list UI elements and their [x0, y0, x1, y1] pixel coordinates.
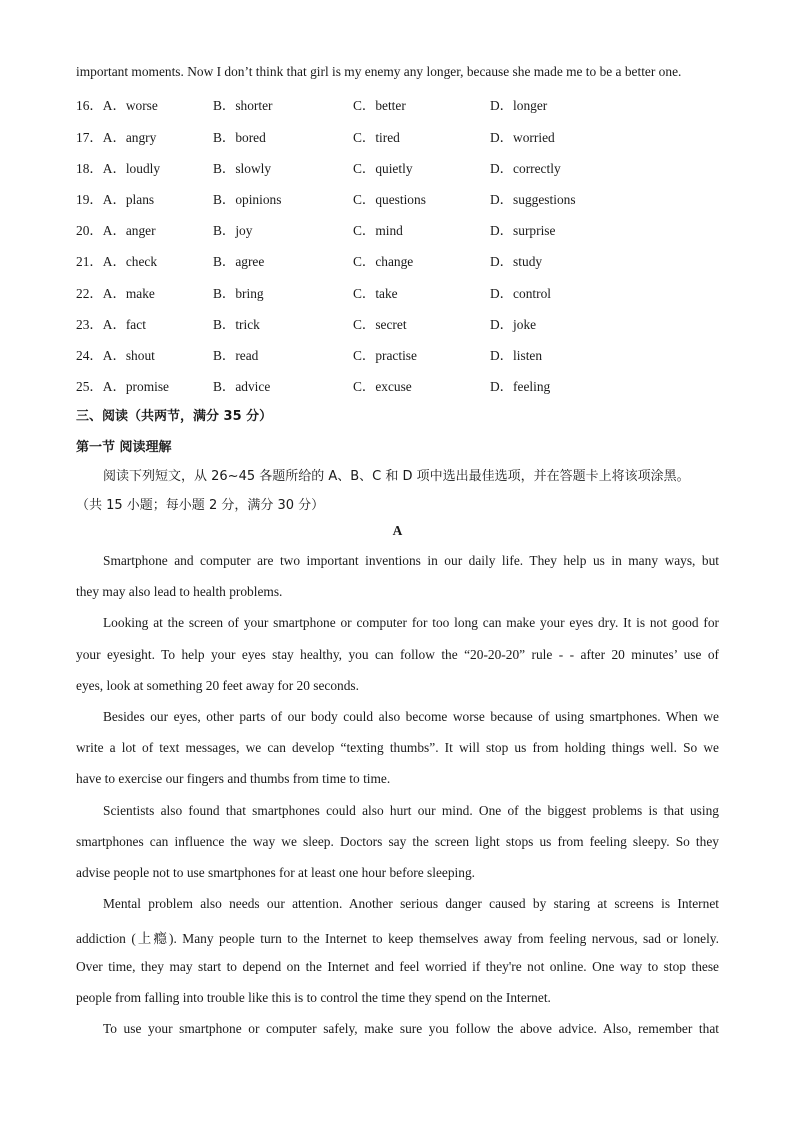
- option-b: B．advice: [213, 379, 271, 394]
- option-b: B．trick: [213, 317, 260, 332]
- option-d: D．control: [490, 286, 551, 301]
- option-a: 21．A．check: [76, 254, 158, 269]
- sub-heading: 第一节 阅读理解: [76, 440, 172, 455]
- passage-line: addiction (上瘾). Many people turn to the Internet to keep themselves away from feeling nervous, sad or lonely.: [76, 931, 719, 946]
- option-c: C．mind: [353, 223, 403, 238]
- option-a: 16．A．worse: [76, 98, 158, 113]
- passage-line: Scientists also found that smartphones could also hurt our mind. One of the biggest problems is that using: [103, 803, 719, 818]
- passage-line: Smartphone and computer are two important inventions in our daily life. They help us in many ways, but: [103, 553, 719, 568]
- passage-line: people from falling into trouble like this is to control the time they spend on the Internet.: [76, 990, 551, 1005]
- option-b: B．bring: [213, 286, 264, 301]
- option-a: 19．A．plans: [76, 192, 155, 207]
- passage-line: Over time, they may start to depend on the Internet and feel worried if they're not online. One way to stop these: [76, 959, 719, 974]
- option-d: D．surprise: [490, 223, 556, 238]
- option-d: D．joke: [490, 317, 537, 332]
- option-c: C．take: [353, 286, 398, 301]
- instructions-line-2: （共 15 小题；每小题 2 分，满分 30 分）: [76, 498, 325, 513]
- passage-continuation: important moments. Now I don’t think that girl is my enemy any longer, because she made me to be a better one.: [76, 64, 682, 79]
- option-d: D．listen: [490, 348, 543, 363]
- passage-line: To use your smartphone or computer safely, make sure you follow the above advice. Also, remember that: [103, 1021, 719, 1036]
- option-c: C．quietly: [353, 161, 413, 176]
- passage-line: Looking at the screen of your smartphone or computer for too long can make your eyes dry. It is not good for: [103, 615, 719, 630]
- instructions-line-1: 阅读下列短文，从 26~45 各题所给的 A、B、C 和 D 项中选出最佳选项，并在答题卡上将该项涂黑。: [103, 469, 690, 484]
- passage-line: advise people not to use smartphones for at least one hour before sleeping.: [76, 865, 475, 880]
- option-b: B．shorter: [213, 98, 273, 113]
- passage-line: eyes, look at something 20 feet away for 20 seconds.: [76, 678, 359, 693]
- option-a: 23．A．fact: [76, 317, 146, 332]
- option-c: C．practise: [353, 348, 417, 363]
- passage-line: have to exercise our fingers and thumbs from time to time.: [76, 771, 391, 786]
- option-a: 25．A．promise: [76, 379, 169, 394]
- option-d: D．longer: [490, 98, 548, 113]
- option-a: 17．A．angry: [76, 130, 157, 145]
- option-b: B．opinions: [213, 192, 282, 207]
- option-a: 20．A．anger: [76, 223, 156, 238]
- option-a: 22．A．make: [76, 286, 155, 301]
- option-c: C．tired: [353, 130, 400, 145]
- option-b: B．bored: [213, 130, 266, 145]
- option-d: D．feeling: [490, 379, 551, 394]
- passage-line: they may also lead to health problems.: [76, 584, 283, 599]
- passage-line: write a lot of text messages, we can develop “texting thumbs”. It will stop us from holding things well. So we: [76, 740, 719, 755]
- passage-line: your eyesight. To help your eyes stay healthy, you can follow the “20-20-20” rule - - after 20 minutes’ use of: [76, 647, 719, 662]
- option-d: D．worried: [490, 130, 555, 145]
- option-c: C．better: [353, 98, 406, 113]
- option-d: D．study: [490, 254, 543, 269]
- option-b: B．read: [213, 348, 259, 363]
- option-d: D．correctly: [490, 161, 561, 176]
- option-c: C．change: [353, 254, 414, 269]
- option-c: C．questions: [353, 192, 426, 207]
- option-c: C．secret: [353, 317, 407, 332]
- option-b: B．slowly: [213, 161, 272, 176]
- passage-line: smartphones can influence the way we sleep. Doctors say the screen light stops us from feeling sleepy. So they: [76, 834, 719, 849]
- option-b: B．agree: [213, 254, 265, 269]
- passage-line: Besides our eyes, other parts of our body could also become worse because of using smartphones. When we: [103, 709, 719, 724]
- passage-title: A: [392, 523, 403, 538]
- option-a: 18．A．loudly: [76, 161, 161, 176]
- option-b: B．joy: [213, 223, 253, 238]
- passage-line: Mental problem also needs our attention. Another serious danger caused by staring at screens is Internet: [103, 896, 719, 911]
- section-heading: 三、阅读（共两节，满分 35 分）: [76, 409, 273, 424]
- option-d: D．suggestions: [490, 192, 576, 207]
- option-a: 24．A．shout: [76, 348, 155, 363]
- option-c: C．excuse: [353, 379, 412, 394]
